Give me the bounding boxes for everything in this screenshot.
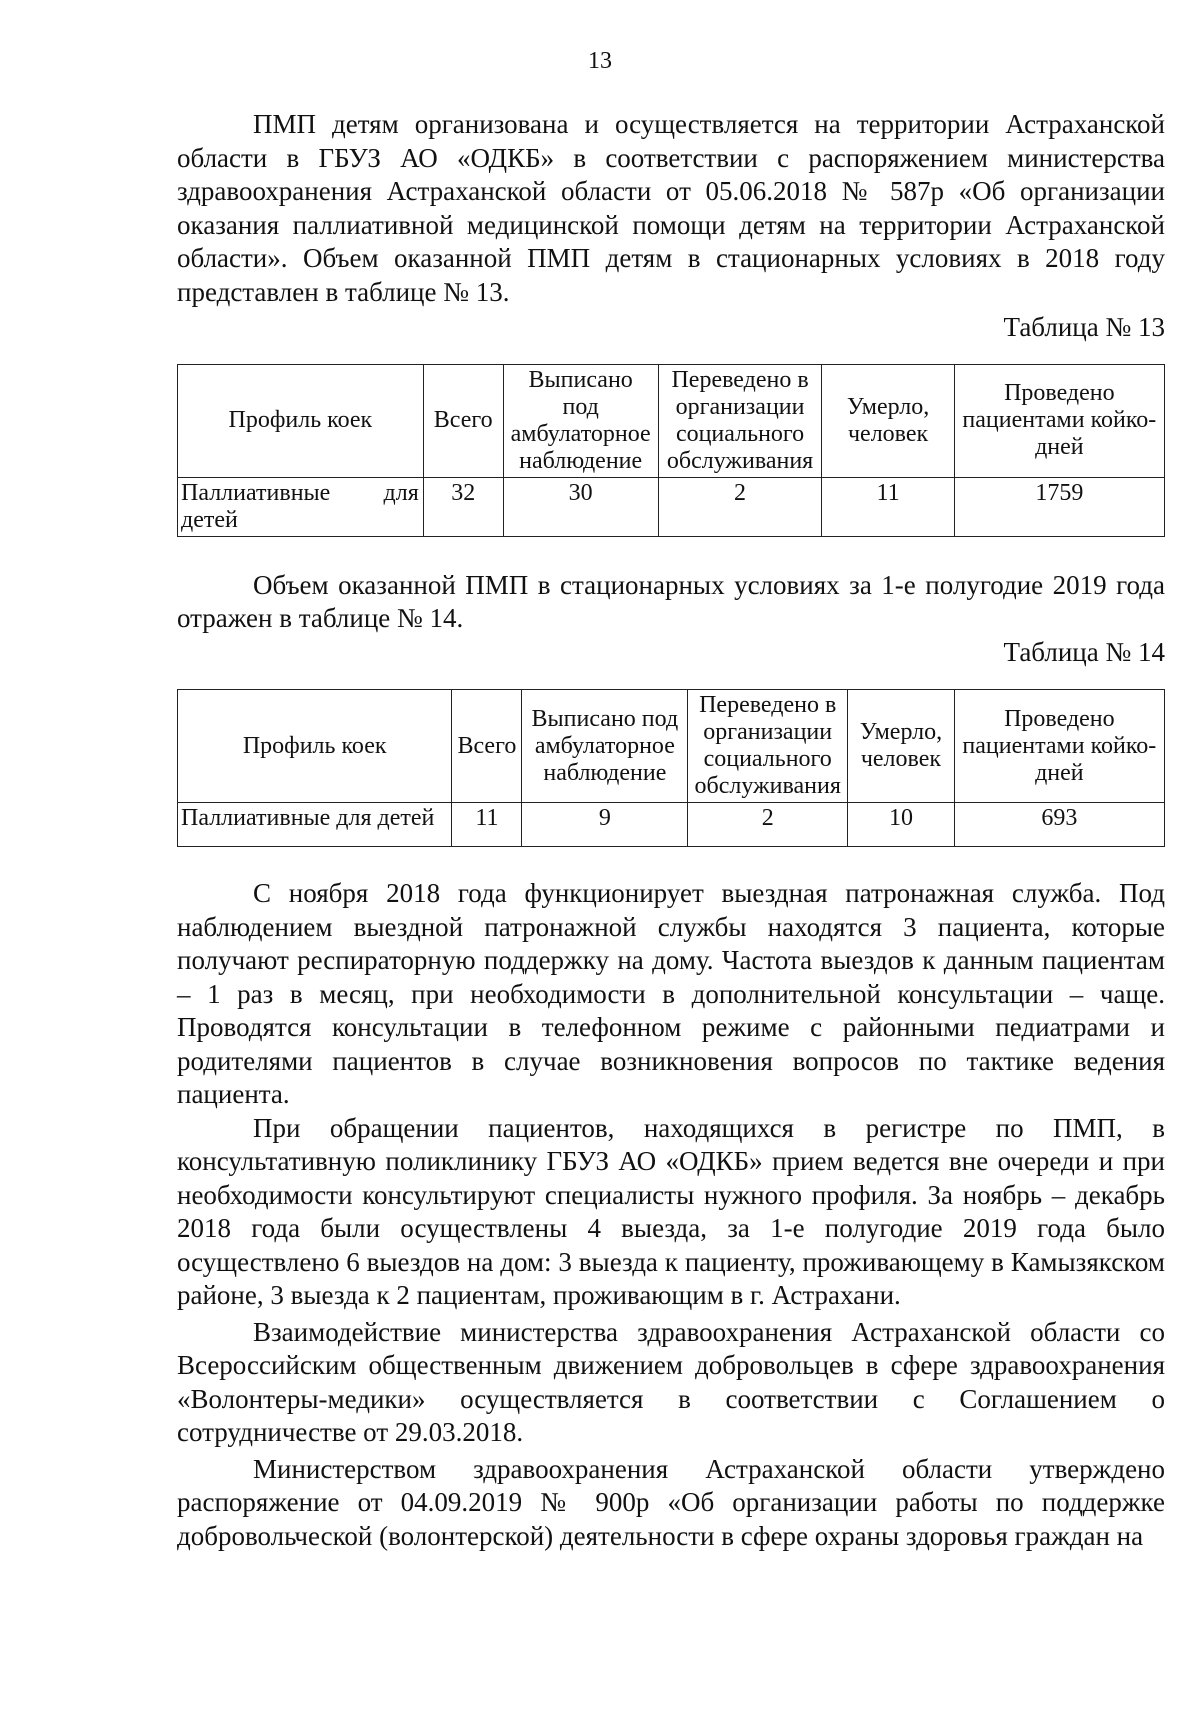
table-cell: Паллиативные для детей — [178, 803, 452, 847]
table-header-cell: Выписано под амбулаторное наблюдение — [503, 364, 658, 477]
table-header-cell: Переведено в организации социального обслуживания — [658, 364, 822, 477]
table-header-cell: Выписано под амбулаторное наблюдение — [522, 690, 688, 803]
table-header-row — [178, 690, 1165, 803]
page-number: 13 — [588, 48, 612, 74]
table-header-cell: Профиль коек — [178, 690, 452, 803]
page-content — [177, 108, 1165, 1553]
table-row — [178, 803, 1165, 847]
table-header-cell: Умерло, человек — [822, 364, 954, 477]
paragraph: ПМП детям организована и осуществляется на территории Астраханской области в ГБУЗ АО «ОДКБ» в соответствии с распоряжением министерства здравоохранения Астраханской области от 05.06.2018 № 587р «Об организации оказания паллиативной медицинской помощи детям на территории Астраханской области». Объем оказанной ПМП детям в стационарных условиях в 2018 году представлен в таблице № 13. — [177, 109, 1165, 307]
paragraph: Взаимодействие министерства здравоохранения Астраханской области со Всероссийским общественным движением добровольцев в сфере здравоохранения «Волонтеры-медики» осуществляется в соответствии с Соглашением о сотрудничестве от 29.03.2018. — [177, 1316, 1165, 1447]
table-14-caption: Таблица № 14 — [1003, 636, 1165, 667]
table-13 — [177, 364, 1165, 537]
table-cell: Паллиативные для детей — [178, 477, 424, 536]
table-header-cell: Всего — [452, 690, 522, 803]
table-cell: 693 — [954, 803, 1164, 847]
table-14 — [177, 689, 1165, 847]
table-cell: 11 — [822, 477, 954, 536]
table-header-cell: Профиль коек — [178, 364, 424, 477]
table-header-cell: Проведено пациентами койко-дней — [954, 364, 1164, 477]
table-cell: 2 — [658, 477, 822, 536]
paragraph: С ноября 2018 года функционирует выездная патронажная служба. Под наблюдением выездной патронажной службы находятся 3 пациента, которые получают респираторную поддержку на дому. Частота выездов к данным пациентам – 1 раз в месяц, при необходимости в дополнительной консультации – чаще. Проводятся консультации в телефонном режиме с районными педиатрами и родителями пациентов в случае возникновения вопросов по тактике ведения пациента. — [177, 878, 1165, 1109]
paragraph: Министерством здравоохранения Астраханской области утверждено распоряжение от 04.09.2019 № 900р «Об организации работы по поддержке добровольческой (волонтерской) деятельности в сфере охраны здоровья граждан на — [177, 1453, 1165, 1551]
table-header-row — [178, 364, 1165, 477]
table-cell: 2 — [688, 803, 848, 847]
table-cell: 11 — [452, 803, 522, 847]
table-row — [178, 477, 1165, 536]
table-header-cell: Умерло, человек — [848, 690, 955, 803]
table-cell: 1759 — [954, 477, 1164, 536]
paragraph: Объем оказанной ПМП в стационарных условиях за 1-е полугодие 2019 года отражен в таблице № 14. — [177, 569, 1165, 633]
table-header-cell: Всего — [423, 364, 503, 477]
table-cell: 32 — [423, 477, 503, 536]
table-cell: 30 — [503, 477, 658, 536]
paragraph: При обращении пациентов, находящихся в регистре по ПМП, в консультативную поликлинику ГБУЗ АО «ОДКБ» прием ведется вне очереди и при необходимости консультируют специалисты нужного профиля. За ноябрь – декабрь 2018 года были осуществлены 4 выезда, за 1-е полугодие 2019 года было осуществлено 6 выездов на дом: 3 выезда к пациенту, проживающему в Камызякском районе, 3 выезда к 2 пациентам, проживающим в г. Астрахани. — [177, 1112, 1165, 1310]
table-cell: 9 — [522, 803, 688, 847]
table-13-caption: Таблица № 13 — [1003, 312, 1165, 342]
table-cell: 10 — [848, 803, 955, 847]
table-header-cell: Проведено пациентами койко-дней — [954, 690, 1164, 803]
table-14-wrapper — [177, 689, 1165, 847]
table-13-wrapper — [177, 364, 1165, 537]
table-header-cell: Переведено в организации социального обслуживания — [688, 690, 848, 803]
